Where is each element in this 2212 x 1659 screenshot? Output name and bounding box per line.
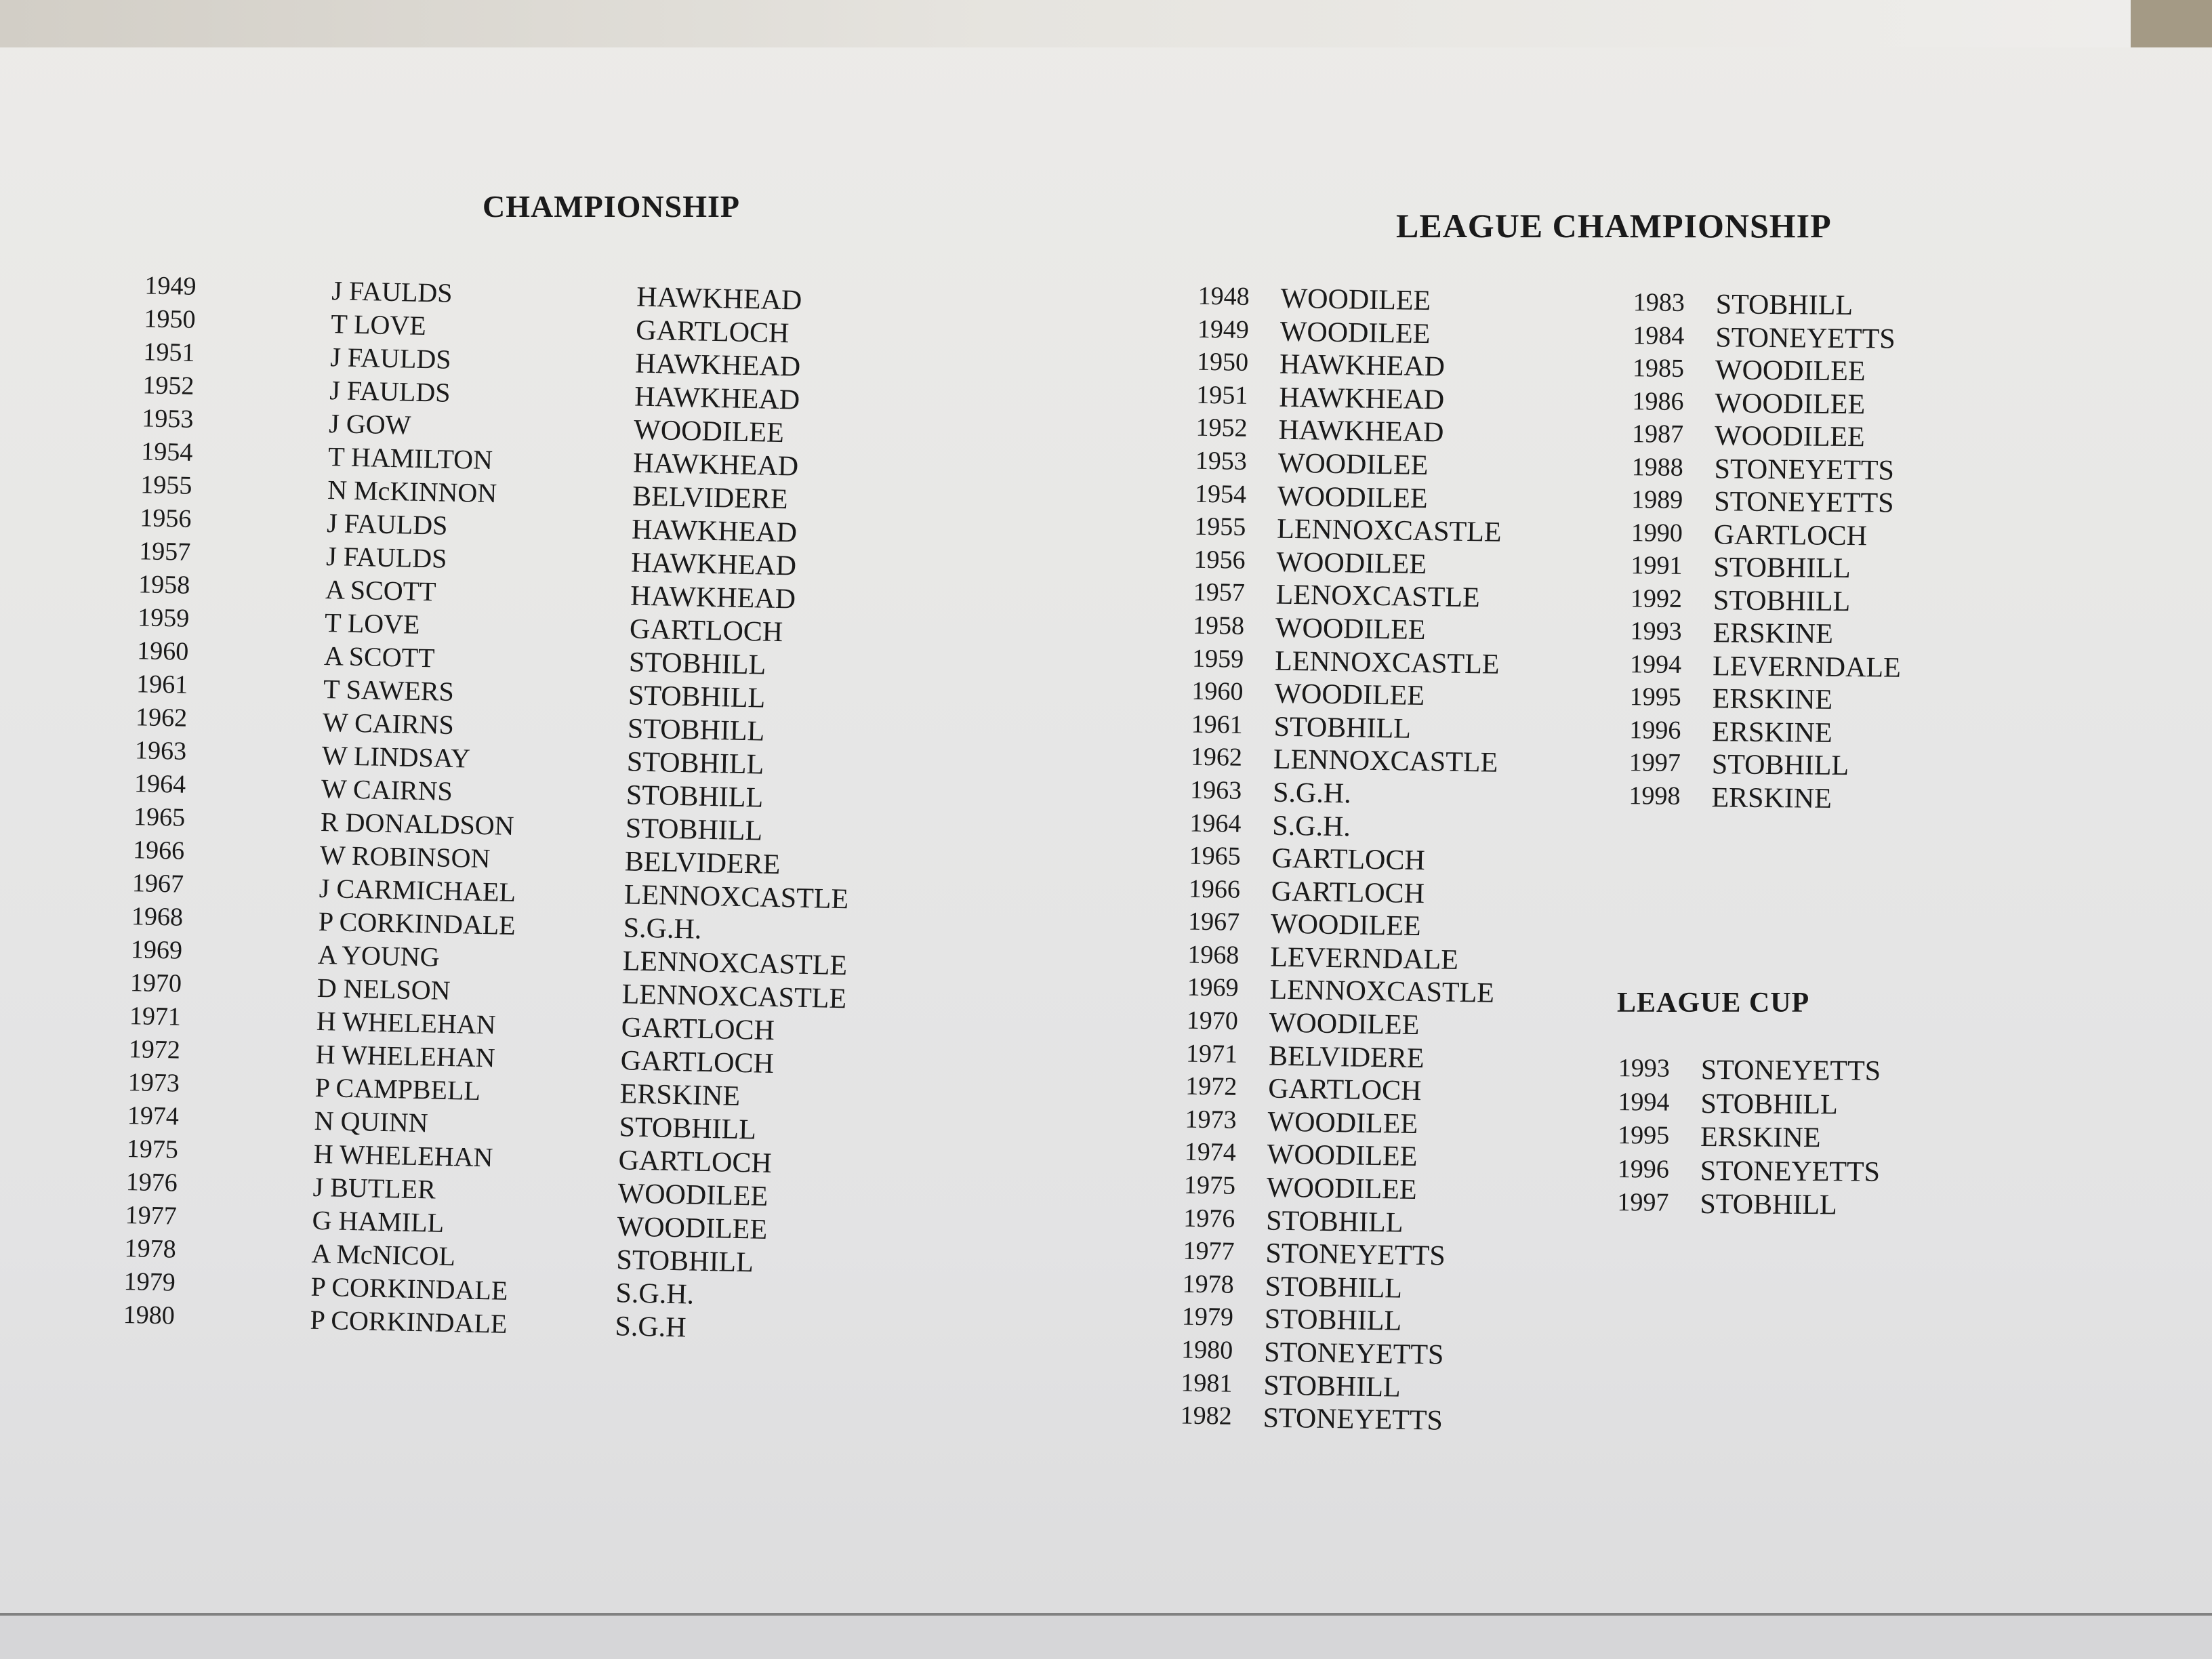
team-cell: LENNOXCASTLE bbox=[1276, 513, 1502, 548]
table-row bbox=[1151, 1136, 1418, 1173]
year-cell: 1963 bbox=[1189, 775, 1242, 805]
year-cell: 1961 bbox=[1191, 710, 1244, 739]
winner-name-cell: W ROBINSON bbox=[319, 839, 491, 874]
winner-name-cell: T SAWERS bbox=[323, 673, 455, 708]
year-cell: 1966 bbox=[1188, 874, 1241, 904]
team-cell: STONEYETTS bbox=[1263, 1336, 1444, 1371]
year-cell: 1960 bbox=[1191, 676, 1244, 706]
winner-name-cell: J GOW bbox=[328, 408, 411, 441]
winner-name-cell: A SCOTT bbox=[325, 574, 436, 607]
year-cell: 1993 bbox=[1618, 1054, 1670, 1083]
table-row bbox=[1155, 874, 1425, 909]
table-row bbox=[1162, 445, 1429, 482]
table-row bbox=[1152, 1104, 1418, 1140]
team-cell: LENNOXCASTLE bbox=[1273, 743, 1498, 779]
team-cell: STOBHILL bbox=[628, 680, 766, 714]
year-cell: 1992 bbox=[1630, 583, 1683, 613]
team-cell: LENNOXCASTLE bbox=[1274, 645, 1500, 680]
table-row bbox=[95, 569, 796, 615]
table-row bbox=[101, 270, 802, 316]
winner-name-cell: J FAULDS bbox=[329, 375, 451, 408]
team-cell: WOODILEE bbox=[1269, 1007, 1420, 1042]
table-row bbox=[1165, 281, 1431, 317]
year-cell: 1967 bbox=[1187, 907, 1240, 937]
team-cell: WOODILEE bbox=[1277, 447, 1429, 482]
winner-name-cell: T LOVE bbox=[324, 607, 420, 640]
year-cell: 1974 bbox=[127, 1101, 180, 1131]
year-cell: 1969 bbox=[1187, 973, 1239, 1003]
table-row bbox=[82, 1166, 769, 1212]
table-row bbox=[1163, 412, 1444, 449]
table-row bbox=[99, 369, 800, 416]
team-cell: ERSKINE bbox=[1712, 716, 1832, 749]
league-championship-table-2 bbox=[1608, 287, 1901, 815]
year-cell: 1956 bbox=[1193, 545, 1246, 575]
team-cell: STONEYETTS bbox=[1715, 321, 1896, 355]
year-cell: 1996 bbox=[1617, 1154, 1669, 1184]
table-row bbox=[94, 602, 783, 649]
year-cell: 1979 bbox=[123, 1267, 176, 1297]
table-row bbox=[1157, 807, 1351, 842]
table-row bbox=[1154, 972, 1495, 1010]
team-cell: STOBHILL bbox=[1711, 749, 1849, 782]
team-cell: LENOXCASTLE bbox=[1275, 579, 1481, 614]
team-cell: WOODILEE bbox=[1270, 908, 1422, 943]
year-cell: 1980 bbox=[1181, 1335, 1233, 1365]
team-cell: HAWKHEAD bbox=[630, 580, 796, 615]
table-row bbox=[92, 701, 765, 747]
year-cell: 1949 bbox=[1197, 314, 1250, 344]
year-cell: 1977 bbox=[125, 1201, 178, 1231]
team-cell: WOODILEE bbox=[1274, 678, 1425, 712]
team-cell: ERSKINE bbox=[1713, 617, 1834, 650]
table-row bbox=[97, 469, 789, 516]
year-cell: 1970 bbox=[1186, 1006, 1239, 1036]
year-cell: 1950 bbox=[144, 304, 196, 334]
team-cell: LEVERNDALE bbox=[1269, 941, 1459, 976]
table-row bbox=[1148, 1367, 1401, 1404]
team-cell: WOODILEE bbox=[1277, 480, 1428, 514]
table-row bbox=[98, 403, 785, 449]
team-cell: WOODILEE bbox=[1266, 1172, 1417, 1206]
team-cell: S.G.H bbox=[615, 1311, 687, 1344]
team-cell: HAWKHEAD bbox=[630, 547, 797, 582]
table-row bbox=[1160, 577, 1481, 614]
year-cell: 1971 bbox=[129, 1002, 182, 1031]
table-row bbox=[91, 735, 764, 781]
year-cell: 1958 bbox=[138, 570, 190, 600]
table-row bbox=[87, 901, 702, 945]
year-cell: 1978 bbox=[1182, 1269, 1235, 1299]
table-row bbox=[1151, 1170, 1417, 1206]
year-cell: 1996 bbox=[1629, 715, 1681, 745]
winner-name-cell: A YOUNG bbox=[317, 939, 440, 972]
team-cell: STOBHILL bbox=[1713, 552, 1851, 585]
table-row bbox=[1164, 346, 1446, 383]
team-cell: STOBHILL bbox=[1273, 711, 1412, 745]
table-row bbox=[80, 1266, 695, 1311]
table-row bbox=[1159, 676, 1425, 712]
table-row bbox=[1158, 741, 1498, 779]
team-cell: WOODILEE bbox=[1279, 316, 1431, 350]
team-cell: HAWKHEAD bbox=[1278, 415, 1444, 449]
winner-name-cell: H WHELEHAN bbox=[313, 1138, 493, 1173]
year-cell: 1994 bbox=[1629, 649, 1682, 679]
table-row bbox=[1161, 544, 1427, 580]
winner-name-cell: W LINDSAY bbox=[321, 739, 471, 774]
year-cell: 1991 bbox=[1631, 551, 1683, 580]
team-cell: HAWKHEAD bbox=[1279, 348, 1446, 383]
year-cell: 1951 bbox=[143, 337, 195, 367]
team-cell: LEVERNDALE bbox=[1712, 650, 1901, 684]
team-cell: HAWKHEAD bbox=[634, 381, 800, 416]
page-bottom-edge bbox=[0, 1616, 2212, 1659]
year-cell: 1968 bbox=[131, 902, 184, 932]
year-cell: 1997 bbox=[1617, 1188, 1669, 1217]
team-cell: STOBHILL bbox=[1264, 1303, 1402, 1338]
year-cell: 1971 bbox=[1185, 1039, 1238, 1069]
team-cell: GARTLOCH bbox=[1271, 842, 1426, 877]
year-cell: 1964 bbox=[134, 769, 186, 799]
year-cell: 1964 bbox=[1189, 808, 1242, 838]
winner-name-cell: T LOVE bbox=[330, 308, 427, 342]
team-cell: STOBHILL bbox=[1700, 1088, 1838, 1120]
year-cell: 1970 bbox=[129, 968, 182, 998]
year-cell: 1965 bbox=[1189, 841, 1241, 871]
table-row bbox=[1160, 610, 1426, 647]
team-cell: STOBHILL bbox=[625, 813, 763, 847]
team-cell: STOBHILL bbox=[1263, 1370, 1401, 1404]
team-cell: WOODILEE bbox=[633, 414, 785, 449]
team-cell: STOBHILL bbox=[1700, 1188, 1837, 1221]
year-cell: 1987 bbox=[1631, 419, 1684, 449]
year-cell: 1959 bbox=[137, 603, 190, 633]
championship-table bbox=[79, 270, 849, 1344]
team-cell: BELVIDERE bbox=[1268, 1040, 1425, 1074]
team-cell: STONEYETTS bbox=[1714, 453, 1895, 487]
year-cell: 1972 bbox=[128, 1035, 181, 1065]
winner-name-cell: N McKINNON bbox=[327, 474, 497, 509]
year-cell: 1986 bbox=[1632, 386, 1684, 416]
team-cell: WOODILEE bbox=[1280, 283, 1431, 317]
year-cell: 1953 bbox=[1195, 446, 1248, 476]
year-cell: 1962 bbox=[1190, 742, 1243, 773]
team-cell: BELVIDERE bbox=[624, 846, 781, 881]
year-cell: 1958 bbox=[1192, 611, 1245, 640]
year-cell: 1981 bbox=[1181, 1368, 1233, 1398]
winner-name-cell: P CAMPBELL bbox=[314, 1071, 481, 1106]
year-cell: 1997 bbox=[1629, 748, 1681, 777]
team-cell: GARTLOCH bbox=[635, 314, 790, 350]
team-cell: STOBHILL bbox=[619, 1111, 757, 1146]
winner-name-cell: W CAIRNS bbox=[321, 773, 453, 807]
year-cell: 1975 bbox=[1183, 1170, 1236, 1200]
team-cell: STONEYETTS bbox=[1263, 1402, 1443, 1437]
year-cell: 1977 bbox=[1183, 1236, 1235, 1266]
year-cell: 1957 bbox=[1193, 578, 1246, 608]
team-cell: GARTLOCH bbox=[618, 1145, 773, 1179]
table-row bbox=[1164, 314, 1431, 350]
team-cell: WOODILEE bbox=[1276, 546, 1427, 580]
year-cell: 1983 bbox=[1633, 288, 1685, 317]
team-cell: STOBHILL bbox=[626, 746, 764, 781]
table-row bbox=[90, 801, 763, 847]
year-cell: 1995 bbox=[1618, 1121, 1670, 1150]
table-row bbox=[1158, 709, 1412, 745]
team-cell: STOBHILL bbox=[626, 779, 764, 814]
team-cell: STONEYETTS bbox=[1714, 486, 1894, 519]
team-cell: GARTLOCH bbox=[629, 613, 783, 649]
year-cell: 1988 bbox=[1631, 452, 1683, 482]
team-cell: HAWKHEAD bbox=[632, 447, 799, 483]
team-cell: STOBHILL bbox=[616, 1244, 754, 1279]
team-cell: STOBHILL bbox=[627, 713, 765, 747]
team-cell: GARTLOCH bbox=[1271, 876, 1425, 909]
team-cell: LENNOXCASTLE bbox=[1269, 975, 1495, 1010]
team-cell: WOODILEE bbox=[1275, 612, 1426, 647]
year-cell: 1989 bbox=[1631, 485, 1683, 514]
team-cell: LENNOXCASTLE bbox=[622, 945, 848, 982]
table-row bbox=[89, 834, 781, 881]
league-cup-heading: LEAGUE CUP bbox=[1617, 987, 1810, 1019]
table-row bbox=[1149, 1301, 1402, 1338]
year-cell: 1963 bbox=[134, 736, 187, 766]
year-cell: 1953 bbox=[141, 404, 194, 434]
year-cell: 1948 bbox=[1197, 281, 1250, 311]
year-cell: 1951 bbox=[1196, 380, 1248, 410]
team-cell: WOODILEE bbox=[1715, 387, 1866, 420]
team-cell: HAWKHEAD bbox=[636, 281, 802, 316]
year-cell: 1952 bbox=[142, 371, 194, 401]
team-cell: S.G.H. bbox=[615, 1277, 695, 1311]
winner-name-cell: J FAULDS bbox=[329, 342, 452, 375]
year-cell: 1975 bbox=[126, 1134, 179, 1164]
team-cell: LENNOXCASTLE bbox=[621, 979, 847, 1015]
team-cell: S.G.H. bbox=[1272, 777, 1352, 810]
year-cell: 1955 bbox=[1193, 512, 1246, 542]
year-cell: 1950 bbox=[1196, 347, 1249, 377]
table-row bbox=[93, 668, 766, 714]
table-row bbox=[1153, 1005, 1420, 1042]
page-top-edge bbox=[0, 0, 2212, 47]
year-cell: 1969 bbox=[130, 935, 183, 965]
team-cell: STOBHILL bbox=[1265, 1205, 1404, 1239]
year-cell: 1994 bbox=[1618, 1087, 1670, 1117]
team-cell: BELVIDERE bbox=[632, 480, 789, 516]
championship-heading: CHAMPIONSHIP bbox=[483, 189, 740, 224]
year-cell: 1993 bbox=[1630, 617, 1682, 646]
year-cell: 1995 bbox=[1629, 682, 1681, 712]
team-cell: STOBHILL bbox=[1713, 584, 1851, 617]
league-championship-heading: LEAGUE CHAMPIONSHIP bbox=[1396, 207, 1832, 245]
winner-name-cell: D NELSON bbox=[316, 972, 451, 1006]
team-cell: STONEYETTS bbox=[1700, 1054, 1881, 1087]
team-cell: ERSKINE bbox=[1711, 781, 1832, 815]
table-row bbox=[1156, 840, 1426, 877]
table-row bbox=[83, 1100, 757, 1146]
year-cell: 1952 bbox=[1195, 413, 1248, 443]
winner-name-cell: W CAIRNS bbox=[322, 706, 455, 741]
table-row bbox=[86, 967, 847, 1015]
year-cell: 1957 bbox=[138, 537, 191, 567]
winner-name-cell: J FAULDS bbox=[326, 508, 448, 541]
team-cell: ERSKINE bbox=[1700, 1121, 1821, 1154]
winner-name-cell: P CORKINDALE bbox=[310, 1304, 508, 1339]
year-cell: 1960 bbox=[136, 636, 189, 666]
winner-name-cell: J FAULDS bbox=[325, 541, 447, 574]
year-cell: 1968 bbox=[1187, 940, 1240, 970]
year-cell: 1966 bbox=[132, 836, 185, 865]
winner-name-cell: H WHELEHAN bbox=[316, 1005, 497, 1040]
winner-name-cell: J CARMICHAEL bbox=[319, 872, 516, 907]
table-row bbox=[84, 1067, 741, 1112]
table-row bbox=[1147, 1400, 1443, 1437]
table-row bbox=[100, 303, 790, 350]
background-corner bbox=[2131, 0, 2212, 47]
team-cell: GARTLOCH bbox=[1267, 1073, 1422, 1107]
team-cell: S.G.H. bbox=[623, 912, 702, 945]
table-row bbox=[96, 502, 798, 549]
winner-name-cell: A SCOTT bbox=[323, 640, 435, 674]
winner-name-cell: R DONALDSON bbox=[320, 806, 515, 841]
year-cell: 1955 bbox=[140, 470, 192, 500]
year-cell: 1998 bbox=[1629, 781, 1681, 811]
year-cell: 1978 bbox=[124, 1234, 177, 1264]
winner-name-cell: P CORKINDALE bbox=[310, 1271, 508, 1306]
winner-name-cell: A McNICOL bbox=[311, 1237, 456, 1272]
year-cell: 1982 bbox=[1180, 1401, 1233, 1431]
year-cell: 1984 bbox=[1633, 321, 1685, 350]
year-cell: 1973 bbox=[127, 1068, 180, 1098]
winner-name-cell: G HAMILL bbox=[312, 1204, 445, 1238]
year-cell: 1967 bbox=[131, 869, 184, 899]
table-row bbox=[81, 1200, 768, 1246]
team-cell: WOODILEE bbox=[617, 1211, 768, 1246]
league-cup-table bbox=[1605, 1053, 1881, 1221]
team-cell: WOODILEE bbox=[1267, 1106, 1418, 1140]
year-cell: 1962 bbox=[135, 703, 188, 733]
year-cell: 1965 bbox=[133, 802, 186, 832]
year-cell: 1956 bbox=[139, 504, 192, 533]
team-cell: STOBHILL bbox=[1265, 1271, 1403, 1305]
table-row bbox=[79, 1299, 687, 1344]
team-cell: HAWKHEAD bbox=[1278, 382, 1445, 416]
table-row bbox=[1162, 478, 1428, 514]
winner-name-cell: J FAULDS bbox=[331, 275, 453, 308]
winner-name-cell: J BUTLER bbox=[312, 1171, 436, 1205]
year-cell: 1954 bbox=[140, 437, 193, 467]
team-cell: GARTLOCH bbox=[621, 1012, 775, 1047]
winner-name-cell: N QUINN bbox=[314, 1105, 428, 1139]
table-row bbox=[1150, 1235, 1446, 1272]
year-cell: 1973 bbox=[1185, 1105, 1237, 1134]
year-cell: 1959 bbox=[1191, 644, 1244, 674]
team-cell: HAWKHEAD bbox=[631, 514, 798, 549]
team-cell: GARTLOCH bbox=[1713, 518, 1868, 552]
year-cell: 1976 bbox=[1183, 1204, 1235, 1233]
team-cell: ERSKINE bbox=[619, 1078, 741, 1112]
year-cell: 1961 bbox=[136, 670, 188, 699]
winner-name-cell: P CORKINDALE bbox=[318, 905, 516, 941]
table-row bbox=[1149, 1269, 1403, 1305]
team-cell: WOODILEE bbox=[1715, 354, 1866, 388]
table-row bbox=[85, 1000, 775, 1047]
team-cell: GARTLOCH bbox=[620, 1045, 775, 1080]
team-cell: STONEYETTS bbox=[1265, 1237, 1446, 1272]
team-cell: ERSKINE bbox=[1712, 683, 1833, 716]
year-cell: 1954 bbox=[1194, 479, 1247, 509]
team-cell: STOBHILL bbox=[628, 647, 766, 681]
team-cell: STONEYETTS bbox=[1700, 1155, 1881, 1188]
winner-name-cell: T HAMILTON bbox=[327, 441, 493, 476]
table-row bbox=[1153, 1038, 1425, 1074]
team-cell: STOBHILL bbox=[1715, 289, 1853, 322]
year-cell: 1990 bbox=[1631, 518, 1683, 548]
year-cell: 1985 bbox=[1632, 354, 1685, 383]
team-cell: WOODILEE bbox=[1267, 1139, 1418, 1173]
team-cell: S.G.H. bbox=[1272, 810, 1351, 842]
league-championship-table-1 bbox=[1147, 281, 1502, 1437]
team-cell: WOODILEE bbox=[1714, 420, 1865, 453]
year-cell: 1972 bbox=[1185, 1071, 1237, 1102]
team-cell: HAWKHEAD bbox=[634, 348, 801, 383]
year-cell: 1980 bbox=[123, 1300, 176, 1330]
team-cell: LENNOXCASTLE bbox=[623, 879, 849, 916]
winner-name-cell: H WHELEHAN bbox=[315, 1038, 496, 1073]
table-row bbox=[1155, 906, 1422, 943]
team-cell: WOODILEE bbox=[617, 1178, 769, 1212]
year-cell: 1976 bbox=[125, 1168, 178, 1197]
year-cell: 1949 bbox=[144, 271, 197, 301]
year-cell: 1979 bbox=[1181, 1302, 1234, 1332]
year-cell: 1974 bbox=[1184, 1138, 1237, 1168]
